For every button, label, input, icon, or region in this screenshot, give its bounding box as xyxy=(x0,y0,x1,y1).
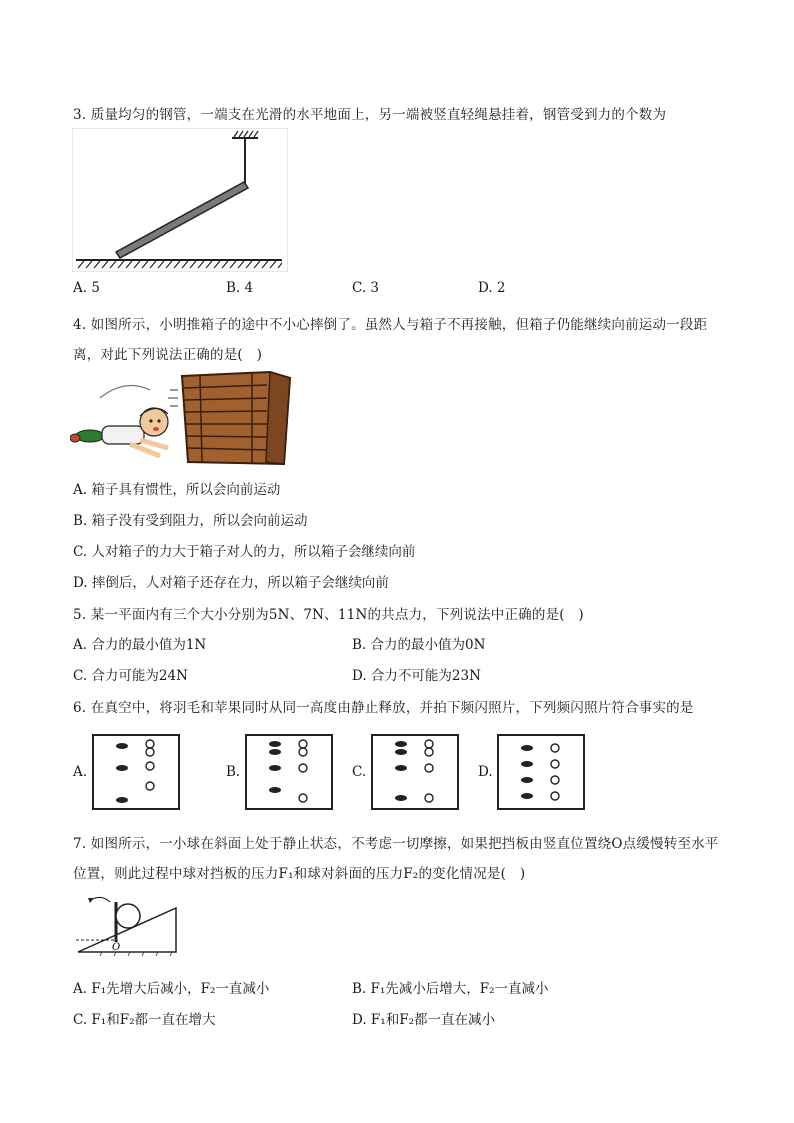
q3-steel-pipe-figure xyxy=(72,128,288,272)
q5-option-d[interactable]: D. 合力不可能为23N xyxy=(352,668,481,684)
q4-option-b[interactable]: B. 箱子没有受到阻力，所以会向前运动 xyxy=(73,513,308,529)
q4-option-d[interactable]: D. 摔倒后，人对箱子还存在力，所以箱子会继续向前 xyxy=(73,575,389,591)
q7-option-d[interactable]: D. F₁和F₂都一直在减小 xyxy=(352,1012,495,1028)
q3-option-d[interactable]: D. 2 xyxy=(478,280,506,296)
q3-option-c[interactable]: C. 3 xyxy=(352,280,380,296)
q6-option-d-label[interactable]: D. xyxy=(478,764,493,780)
q7-option-c[interactable]: C. F₁和F₂都一直在增大 xyxy=(73,1012,216,1028)
q6-photo-b xyxy=(245,734,333,810)
q6-option-a-label[interactable]: A. xyxy=(73,764,88,780)
q5-option-c[interactable]: C. 合力可能为24N xyxy=(73,668,188,684)
q7-stem-line1: 7. 如图所示，一小球在斜面上处于静止状态，不考虑一切摩擦，如果把挡板由竖直位置绕O点缓慢转至水平 xyxy=(73,836,719,852)
q6-photo-a xyxy=(92,734,180,810)
q4-stem-line1: 4. 如图所示，小明推箱子的途中不小心摔倒了。虽然人与箱子不再接触，但箱子仍能继续向前运动一段距 xyxy=(73,317,708,333)
q3-option-a[interactable]: A. 5 xyxy=(73,280,100,296)
q6-option-c-label[interactable]: C. xyxy=(352,764,367,780)
q4-option-c[interactable]: C. 人对箱子的力大于箱子对人的力，所以箱子会继续向前 xyxy=(73,544,416,560)
q4-option-a[interactable]: A. 箱子具有惯性，所以会向前运动 xyxy=(73,482,281,498)
q5-option-a[interactable]: A. 合力的最小值为1N xyxy=(73,637,207,653)
q7-stem-line2: 位置，则此过程中球对挡板的压力F₁和球对斜面的压力F₂的变化情况是( ) xyxy=(73,866,526,882)
q7-point-o-label: O xyxy=(112,942,121,953)
q6-photo-c xyxy=(371,734,459,810)
q3-option-b[interactable]: B. 4 xyxy=(226,280,254,296)
q4-stem-line2: 离，对此下列说法正确的是( ) xyxy=(73,347,263,363)
q3-stem: 3. 质量均匀的钢管，一端支在光滑的水平地面上，另一端被竖直轻绳悬挂着，钢管受到力的个数为 xyxy=(73,107,667,123)
q5-option-b[interactable]: B. 合力的最小值为0N xyxy=(352,637,486,653)
q7-option-a[interactable]: A. F₁先增大后减小，F₂一直减小 xyxy=(73,981,270,997)
q5-stem: 5. 某一平面内有三个大小分别为5N、7N、11N的共点力，下列说法中正确的是( ) xyxy=(73,607,584,623)
q6-photo-d xyxy=(497,734,585,810)
q7-option-b[interactable]: B. F₁先减小后增大，F₂一直减小 xyxy=(352,981,549,997)
q6-stem: 6. 在真空中，将羽毛和苹果同时从同一高度由静止释放，并拍下频闪照片，下列频闪照片符合事实的是 xyxy=(73,700,694,716)
q6-option-b-label[interactable]: B. xyxy=(226,764,241,780)
q4-boy-pushing-box-figure xyxy=(70,368,292,468)
q7-ball-on-incline-figure xyxy=(72,890,178,958)
